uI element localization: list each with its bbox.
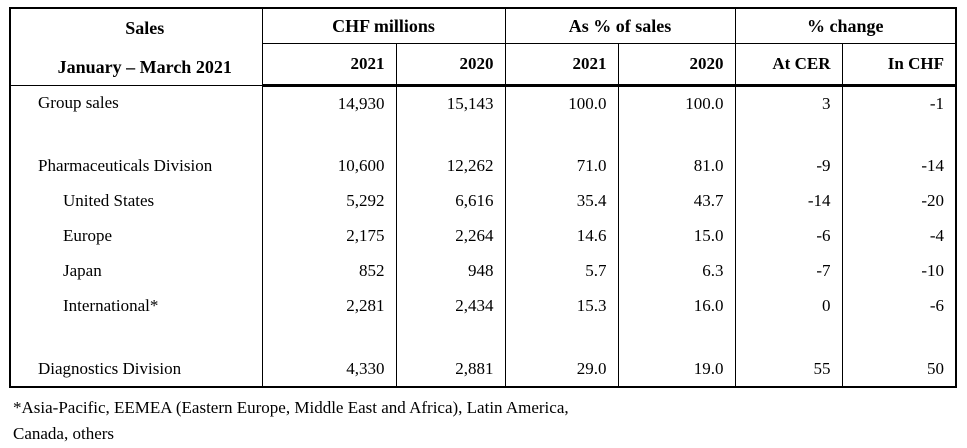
cell-pct-2020: 43.7 bbox=[618, 184, 735, 219]
table-row bbox=[10, 184, 956, 219]
table-row bbox=[10, 289, 956, 324]
cell-at-cer: -7 bbox=[735, 254, 842, 289]
row-label: Group sales bbox=[10, 86, 262, 121]
col-header-chf-2021: 2021 bbox=[262, 44, 396, 86]
cell-in-chf: 50 bbox=[842, 352, 956, 387]
row-label: Pharmaceuticals Division bbox=[10, 149, 262, 184]
cell-chf-2020: 12,262 bbox=[396, 149, 505, 184]
cell-chf-2021: 5,292 bbox=[262, 184, 396, 219]
footnote-line-2: Canada, others bbox=[13, 424, 115, 443]
table-period-label: January – March 2021 bbox=[57, 57, 232, 77]
cell-pct-2020: 19.0 bbox=[618, 352, 735, 387]
cell-in-chf: -20 bbox=[842, 184, 956, 219]
group-header-chf-millions: CHF millions bbox=[262, 8, 505, 44]
cell-at-cer: 3 bbox=[735, 86, 842, 121]
empty-cell bbox=[396, 121, 505, 149]
empty-cell bbox=[262, 121, 396, 149]
empty-cell bbox=[735, 121, 842, 149]
cell-pct-2020: 81.0 bbox=[618, 149, 735, 184]
cell-in-chf: -14 bbox=[842, 149, 956, 184]
col-header-chf-2020: 2020 bbox=[396, 44, 505, 86]
row-label: Diagnostics Division bbox=[10, 352, 262, 387]
empty-cell bbox=[735, 324, 842, 352]
table-row bbox=[10, 254, 956, 289]
cell-chf-2021: 2,175 bbox=[262, 219, 396, 254]
cell-at-cer: -9 bbox=[735, 149, 842, 184]
empty-cell bbox=[396, 324, 505, 352]
cell-pct-2020: 6.3 bbox=[618, 254, 735, 289]
cell-at-cer: -14 bbox=[735, 184, 842, 219]
table-row bbox=[10, 149, 956, 184]
col-header-pct-2020: 2020 bbox=[618, 44, 735, 86]
cell-pct-2021: 14.6 bbox=[505, 219, 618, 254]
cell-chf-2020: 948 bbox=[396, 254, 505, 289]
group-header-percent-change: % change bbox=[735, 8, 956, 44]
cell-in-chf: -6 bbox=[842, 289, 956, 324]
col-header-pct-2021: 2021 bbox=[505, 44, 618, 86]
cell-chf-2021: 14,930 bbox=[262, 86, 396, 121]
empty-cell bbox=[505, 324, 618, 352]
cell-chf-2021: 2,281 bbox=[262, 289, 396, 324]
cell-pct-2021: 29.0 bbox=[505, 352, 618, 387]
row-label: Japan bbox=[10, 254, 262, 289]
table-title: Sales bbox=[125, 18, 165, 38]
table-header-group-row bbox=[10, 8, 956, 44]
sales-table bbox=[9, 7, 957, 388]
cell-pct-2021: 15.3 bbox=[505, 289, 618, 324]
cell-in-chf: -10 bbox=[842, 254, 956, 289]
cell-pct-2021: 100.0 bbox=[505, 86, 618, 121]
empty-cell bbox=[842, 324, 956, 352]
row-label: United States bbox=[10, 184, 262, 219]
cell-chf-2021: 4,330 bbox=[262, 352, 396, 387]
cell-pct-2021: 5.7 bbox=[505, 254, 618, 289]
footnote bbox=[13, 395, 569, 447]
cell-chf-2021: 852 bbox=[262, 254, 396, 289]
row-label: Europe bbox=[10, 219, 262, 254]
spacer-row bbox=[10, 324, 956, 352]
footnote-line-1: *Asia-Pacific, EEMEA (Eastern Europe, Middle East and Africa), Latin America, bbox=[13, 398, 569, 417]
row-label: International* bbox=[10, 289, 262, 324]
cell-at-cer: 55 bbox=[735, 352, 842, 387]
cell-chf-2020: 15,143 bbox=[396, 86, 505, 121]
cell-pct-2020: 16.0 bbox=[618, 289, 735, 324]
cell-pct-2021: 35.4 bbox=[505, 184, 618, 219]
cell-chf-2020: 6,616 bbox=[396, 184, 505, 219]
spacer-row bbox=[10, 121, 956, 149]
cell-in-chf: -4 bbox=[842, 219, 956, 254]
empty-cell bbox=[262, 324, 396, 352]
col-header-at-cer: At CER bbox=[735, 44, 842, 86]
cell-at-cer: -6 bbox=[735, 219, 842, 254]
empty-cell bbox=[505, 121, 618, 149]
cell-pct-2021: 71.0 bbox=[505, 149, 618, 184]
empty-cell bbox=[618, 121, 735, 149]
table-row bbox=[10, 219, 956, 254]
cell-chf-2020: 2,264 bbox=[396, 219, 505, 254]
cell-chf-2020: 2,434 bbox=[396, 289, 505, 324]
table-row bbox=[10, 86, 956, 121]
table-row bbox=[10, 352, 956, 387]
empty-cell bbox=[10, 324, 262, 352]
cell-in-chf: -1 bbox=[842, 86, 956, 121]
cell-pct-2020: 100.0 bbox=[618, 86, 735, 121]
empty-cell bbox=[618, 324, 735, 352]
cell-chf-2020: 2,881 bbox=[396, 352, 505, 387]
table-title-cell bbox=[10, 8, 262, 86]
cell-pct-2020: 15.0 bbox=[618, 219, 735, 254]
col-header-in-chf: In CHF bbox=[842, 44, 956, 86]
cell-chf-2021: 10,600 bbox=[262, 149, 396, 184]
empty-cell bbox=[842, 121, 956, 149]
group-header-as-percent-of-sales: As % of sales bbox=[505, 8, 735, 44]
cell-at-cer: 0 bbox=[735, 289, 842, 324]
empty-cell bbox=[10, 121, 262, 149]
